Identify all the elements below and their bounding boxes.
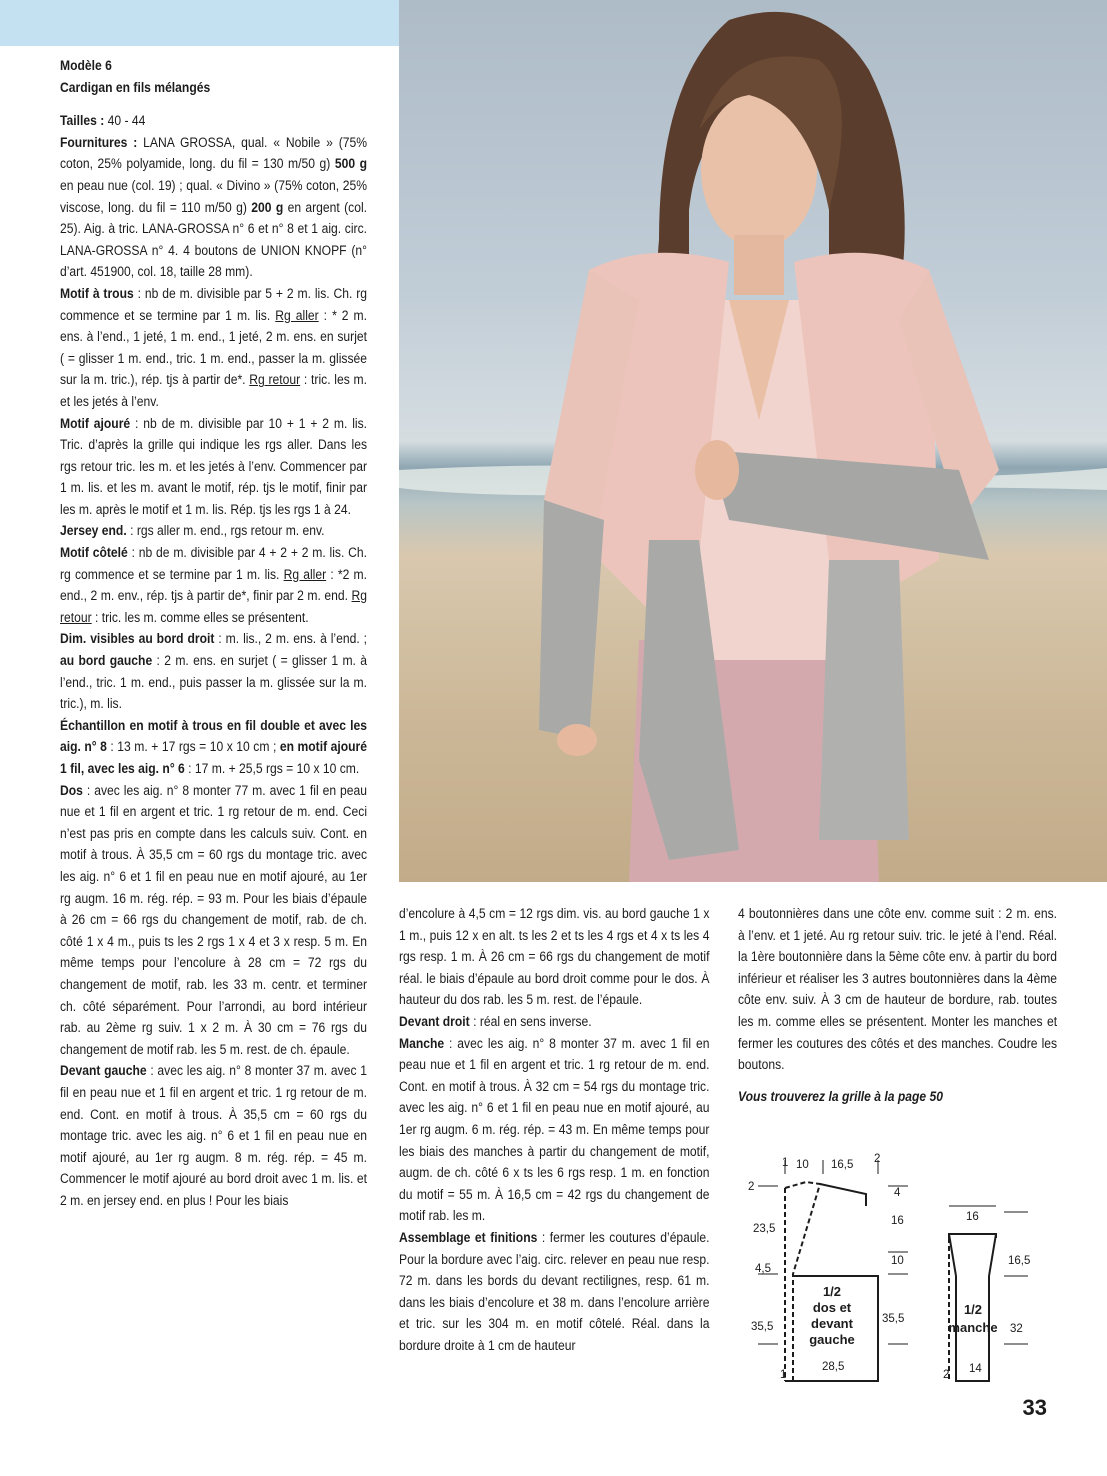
fournitures-text: en peau nue (col. 19) ; qual. « Divino » (75% coton, 25% viscose, long. du fil = 110 m/50 g) xyxy=(60,176,368,215)
dim-sleeve-right-16-5: 16,5 xyxy=(1008,1255,1031,1267)
rg-retour-label: Rg retour xyxy=(249,371,301,388)
model-illustration xyxy=(399,0,1107,882)
dim-left-2: 2 xyxy=(748,1181,755,1193)
dos-paragraph xyxy=(60,780,367,1061)
motif-ajoure-text: : nb de m. divisible par 10 + 1 + 2 m. lis. Tric. d’après la grille qui indique les rgs aller. Dans les rgs retour tric. les m. et les jetés à l’env. Commencer par 1 m. lis. et les m. avant le motif, rép. tjs le motif, finir par les m. après le motif et 1 m. lis. Rép. tjs les rgs 1 à 24. xyxy=(60,414,368,517)
dim-sleeve-top-16: 16 xyxy=(966,1211,979,1223)
tailles-value: 40 - 44 xyxy=(104,112,146,129)
sleeve-piece-outline xyxy=(949,1206,1031,1381)
dim-right-10: 10 xyxy=(891,1255,904,1267)
dim-top-2: 2 xyxy=(874,1153,881,1165)
body-label-line-2: dos et xyxy=(812,1300,852,1315)
dim-bottom-1: 1 xyxy=(780,1369,787,1381)
model-title: Modèle 6 xyxy=(60,57,112,73)
dim-top-1: 1 xyxy=(782,1157,789,1169)
devant-gauche-text: : avec les aig. n° 8 monter 37 m. avec 1 fil en peau nue et 1 fil en argent et tric. 1 rg retour de m. end. Cont. en motif à trous. À 35,5 cm = 60 rgs du montage tric. avec les aig. n° 6 et 1 fil en peau nue en motif ajouré, au 1er rg augm. 8 m. rég. rép. = 45 m. Commencer le motif ajouré au bord droit avec 1 m. lis. et 2 m. en jersey end. en plus ! Pour les biais xyxy=(60,1062,368,1208)
dim-left-23-5: 23,5 xyxy=(753,1223,776,1235)
motif-ajoure-label: Motif ajouré xyxy=(60,414,131,431)
dim-top-10: 10 xyxy=(796,1159,809,1171)
devant-gauche-label: Devant gauche xyxy=(60,1062,147,1079)
jersey-label: Jersey end. xyxy=(60,522,127,539)
manche-text: : avec les aig. n° 8 monter 37 m. avec 1 fil en peau nue et 1 fil en argent et tric. 1 rg retour de m. end. Cont. en motif à trous. À 32 cm = 54 rgs du montage tric. avec les aig. n° 6 et 1 fil en peau nue en motif ajouré, au 1er rg augm. 6 m. rég. rép. = 43 m. En même temps pour les biais des manches à partir du changement de motif, augm. de ch. côté 6 x ts les 6 rgs resp. 1 m. en fonction du motif = 55 m. À 16,5 cm = 42 rgs du changement de motif rab. les m. xyxy=(399,1034,710,1224)
devant-droit-label: Devant droit xyxy=(399,1012,470,1029)
motif-trous-text: : tric. les m. et les jetés à l’env. xyxy=(60,371,368,409)
motif-cotele-text: : tric. les m. comme elles se présentent. xyxy=(91,608,309,625)
devant-droit-paragraph xyxy=(399,1011,709,1033)
echantillon-text: : 17 m. + 25,5 rgs = 10 x 10 cm. xyxy=(184,760,360,776)
fournitures-qty-1: 500 g xyxy=(334,155,368,172)
body-label-line-3: devant xyxy=(811,1316,853,1331)
dim-right-16: 16 xyxy=(891,1215,904,1227)
motif-trous-label: Motif à trous xyxy=(60,284,134,301)
tailles-paragraph xyxy=(60,110,367,132)
sleeve-label-line-1: 1/2 xyxy=(963,1302,983,1317)
jersey-paragraph xyxy=(60,520,367,542)
motif-cotele-text: : nb de m. divisible par 4 + 2 + 2 m. lis. Ch. rg commence et se termine par 1 m. lis. xyxy=(60,544,368,582)
dim-right-4: 4 xyxy=(894,1187,901,1199)
instructions-column-2 xyxy=(399,903,709,1356)
body-label-line-1: 1/2 xyxy=(822,1284,842,1299)
dim-label-left: au bord gauche xyxy=(60,652,153,669)
dos-label: Dos xyxy=(60,781,83,798)
motif-ajoure-paragraph xyxy=(60,413,367,521)
page-number: 33 xyxy=(1022,1395,1047,1420)
manche-label: Manche xyxy=(399,1034,445,1051)
dim-sleeve-bottom-2: 2 xyxy=(943,1369,950,1381)
rg-aller-label: Rg aller xyxy=(283,565,327,582)
fournitures-paragraph xyxy=(60,132,367,283)
devant-gauche-paragraph xyxy=(60,1060,367,1211)
assemblage-label: Assemblage et finitions xyxy=(399,1228,538,1245)
echantillon-paragraph xyxy=(60,715,367,780)
grille-reference-note: Vous trouverez la grille à la page 50 xyxy=(738,1087,944,1104)
devant-gauche-continued: d’encolure à 4,5 cm = 12 rgs dim. vis. au bord gauche 1 x 1 m., puis 12 x en alt. ts les 2 et ts les 4 rgs et 4 x ts les 4 rgs resp. 1 m. À 26 cm = 66 rgs du changement de motif réal. le biais d’épaule au bord droit comme pour le dos. À hauteur du dos rab. les 5 m. rest. de l’épaule. xyxy=(399,905,710,1008)
jersey-text: : rgs aller m. end., rgs retour m. env. xyxy=(126,522,325,539)
fournitures-label: Fournitures : xyxy=(60,133,138,150)
motif-cotele-label: Motif côtelé xyxy=(60,544,128,561)
tailles-label: Tailles : xyxy=(60,112,105,129)
sleeve-label-line-2: manche xyxy=(948,1320,998,1335)
dim-text: : 2 m. ens. en surjet ( = glisser 1 m. à l’end., tric. 1 m. end., puis passer la m. glissée sur la m. tric.), m. lis. xyxy=(60,652,368,712)
dim-top-16-5: 16,5 xyxy=(831,1159,854,1171)
assemblage-text: : fermer les coutures d’épaule. Pour la bordure avec l’aig. circ. relever en peau nue resp. 72 m. dans les bords du devant rectilignes, resp. 61 m. dans les biais d’encolure et 38 m. dans l’encolure arrière et tric. sur les 304 m. en motif côtelé. Réal. dans la bordure droite à 1 cm de hauteur xyxy=(399,1228,710,1353)
header-color-bar xyxy=(0,0,399,46)
fournitures-text: en argent (col. 25). Aig. à tric. LANA-GROSSA n° 6 et n° 8 et 1 aig. circ. LANA-GROSSA n° 4. 4 boutons de UNION KNOPF (n° d’art. 451900, col. 18, taille 28 mm). xyxy=(60,198,368,280)
dim-paragraph xyxy=(60,628,367,714)
dim-sleeve-bottom-14: 14 xyxy=(969,1363,982,1375)
dim-sleeve-right-32: 32 xyxy=(1010,1323,1023,1335)
assemblage-paragraph xyxy=(399,1227,709,1357)
motif-cotele-paragraph xyxy=(60,542,367,628)
body-piece-outline xyxy=(758,1160,908,1381)
pattern-schematic xyxy=(738,1146,1038,1391)
dim-right-35-5: 35,5 xyxy=(882,1313,905,1325)
model-subtitle: Cardigan en fils mélangés xyxy=(60,78,211,95)
instructions-column-3 xyxy=(738,903,1057,1107)
echantillon-text: : 13 m. + 17 rgs = 10 x 10 cm ; xyxy=(106,738,280,755)
fournitures-text: LANA GROSSA, qual. « Nobile » (75% coton, 25% polyamide, long. du fil = 130 m/50 g) xyxy=(60,133,368,172)
model-photo xyxy=(399,0,1107,882)
motif-cotele-text: : *2 m. end., 2 m. env., rép. tjs à partir de*, finir par 2 m. end. xyxy=(60,565,368,604)
fournitures-qty-2: 200 g xyxy=(251,198,284,215)
dim-text: : m. lis., 2 m. ens. à l’end. ; xyxy=(214,630,368,647)
manche-paragraph xyxy=(399,1033,709,1227)
rg-aller-label: Rg aller xyxy=(275,306,319,323)
devant-droit-text: : réal en sens inverse. xyxy=(469,1012,592,1029)
body-label-line-4: gauche xyxy=(809,1332,855,1347)
dim-bottom-28-5: 28,5 xyxy=(822,1361,845,1373)
dim-label: Dim. visibles au bord droit xyxy=(60,630,215,647)
motif-trous-paragraph xyxy=(60,283,367,413)
motif-trous-text: : nb de m. divisible par 5 + 2 m. lis. Ch. rg commence et se termine par 1 m. lis. xyxy=(60,284,368,323)
motif-trous-text: : * 2 m. ens. à l’end., 1 jeté, 1 m. end., 1 jeté, 2 m. ens. en surjet ( = glisser 1 m. end., tric. 1 m. end., passer la m. glissée sur la m. tric.), rép. tjs à partir de*. xyxy=(60,306,368,388)
dim-left-4-5: 4,5 xyxy=(755,1263,771,1275)
dos-text: : avec les aig. n° 8 monter 77 m. avec 1 fil en peau nue et 1 fil en argent et tric. 1 rg retour de m. end. Ceci n’est pas pris en compte dans les calculs suiv. Cont. en motif à trous. À 35,5 cm = 60 rgs du montage tric. avec les aig. n° 6 et 1 fil en peau nue en motif ajouré, au 1er rg augm. 16 m. rég. rép. = 93 m. Pour les biais d’épaule à 26 cm = 66 rgs du changement de motif, rab. de ch. côté 1 x 4 m., puis ts les 2 rgs 1 x 4 et 3 x resp. 5 m. En même temps pour l’encolure à 28 cm = 72 rgs du changement de motif, rab. les 33 m. centr. et terminer ch. côté séparément. Pour l’arrondi, au bord intérieur rab. au 2ème rg suiv. 1 x 2 m. À 30 cm = 76 rgs du changement de motif rab. les 5 m. rest. de ch. épaule. xyxy=(60,781,368,1057)
instructions-column-1 xyxy=(60,55,367,1211)
dim-left-35-5: 35,5 xyxy=(751,1321,774,1333)
assemblage-continued: 4 boutonnières dans une côte env. comme suit : 2 m. ens. à l’env. et 1 jeté. Au rg retour suiv. tric. le jeté à l’end. Réal. la 1ère boutonnière dans la 5ème côte env. à partir du bord inférieur et réaliser les 3 autres boutonnières dans la 4ème côte env. suiv. À 3 cm de hauteur de bordure, rab. toutes les m. comme elles se présentent. Monter les manches et fermer les coutures des côtés et des manches. Coudre les boutons. xyxy=(738,905,1058,1073)
rg-retour-label: Rg retour xyxy=(60,587,368,625)
echantillon-label: Échantillon en motif à trous en fil double et avec les aig. n° 8 xyxy=(60,716,368,755)
echantillon-label-2: en motif ajouré 1 fil, avec les aig. n° 6 xyxy=(60,738,368,776)
